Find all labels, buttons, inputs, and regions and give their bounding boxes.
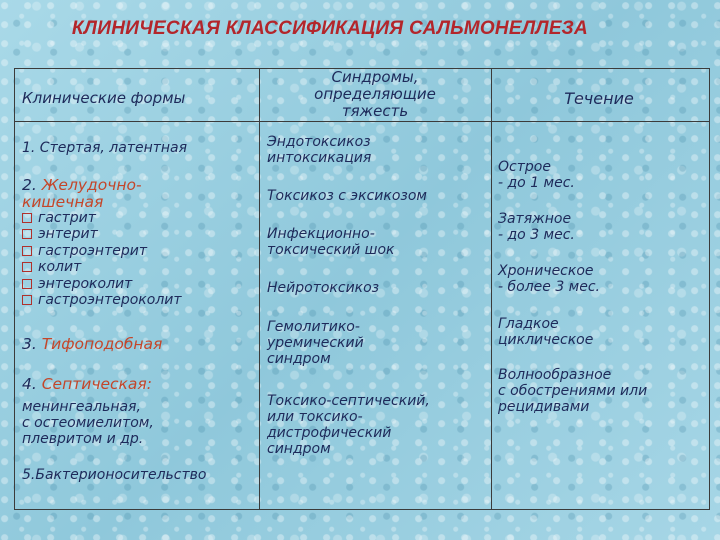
form-3-typhoid-like: 3. Тифоподобная	[22, 335, 163, 353]
course-acute: Острое - до 1 мес.	[498, 159, 575, 191]
column-divider-1	[259, 69, 260, 509]
syndrome-endotoxicosis: Эндотоксикоз интоксикация	[267, 134, 372, 166]
checkbox-bullet-icon	[22, 295, 32, 305]
header-clinical-forms: Клинические формы	[22, 89, 186, 107]
column-divider-2	[491, 69, 492, 509]
form-1-latent: 1. Стертая, латентная	[22, 140, 188, 156]
checkbox-bullet-icon	[22, 262, 32, 272]
course-wavy: Волнообразное с обострениями или рецидивами	[498, 367, 648, 415]
list-item: гастроэнтероколит	[20, 292, 182, 308]
checkbox-bullet-icon	[22, 229, 32, 239]
header-syndromes: Синдромы, определяющие тяжесть	[314, 68, 436, 120]
list-item: гастрит	[20, 210, 182, 226]
list-item: энтероколит	[20, 276, 182, 292]
form-4-septic: 4. Септическая:	[22, 375, 152, 393]
checkbox-bullet-icon	[22, 279, 32, 289]
course-prolonged: Затяжное - до 3 мес.	[498, 211, 575, 243]
course-smooth-cyclic: Гладкое циклическое	[498, 316, 594, 348]
checkbox-bullet-icon	[22, 246, 32, 256]
checkbox-bullet-icon	[22, 213, 32, 223]
syndrome-hemolytic-uremic: Гемолитико- уремический синдром	[267, 319, 364, 367]
syndrome-toxic-shock: Инфекционно- токсический шок	[267, 226, 395, 258]
syndrome-toxic-septic: Токсико-септический, или токсико- дистрофический синдром	[267, 393, 430, 457]
syndrome-neurotoxicosis: Нейротоксикоз	[267, 280, 380, 296]
header-course: Течение	[564, 89, 634, 108]
slide-title: КЛИНИЧЕСКАЯ КЛАССИФИКАЦИЯ САЛЬМОНЕЛЛЕЗА	[71, 18, 589, 39]
form-2-gastrointestinal: 2. Желудочно- кишечная	[22, 176, 142, 211]
list-item: гастроэнтерит	[20, 243, 182, 259]
course-chronic: Хроническое - более 3 мес.	[498, 263, 601, 295]
header-divider	[15, 121, 709, 122]
list-item: энтерит	[20, 226, 182, 242]
gastrointestinal-subtypes-list	[20, 210, 182, 308]
list-item: колит	[20, 259, 182, 275]
form-5-carrier: 5.Бактерионосительство	[22, 467, 207, 483]
syndrome-toxicosis-exsicosis: Токсикоз с эксикозом	[267, 188, 427, 204]
form-4-description: менингеальная, с остеомиелитом, плевритом и др.	[22, 399, 154, 447]
